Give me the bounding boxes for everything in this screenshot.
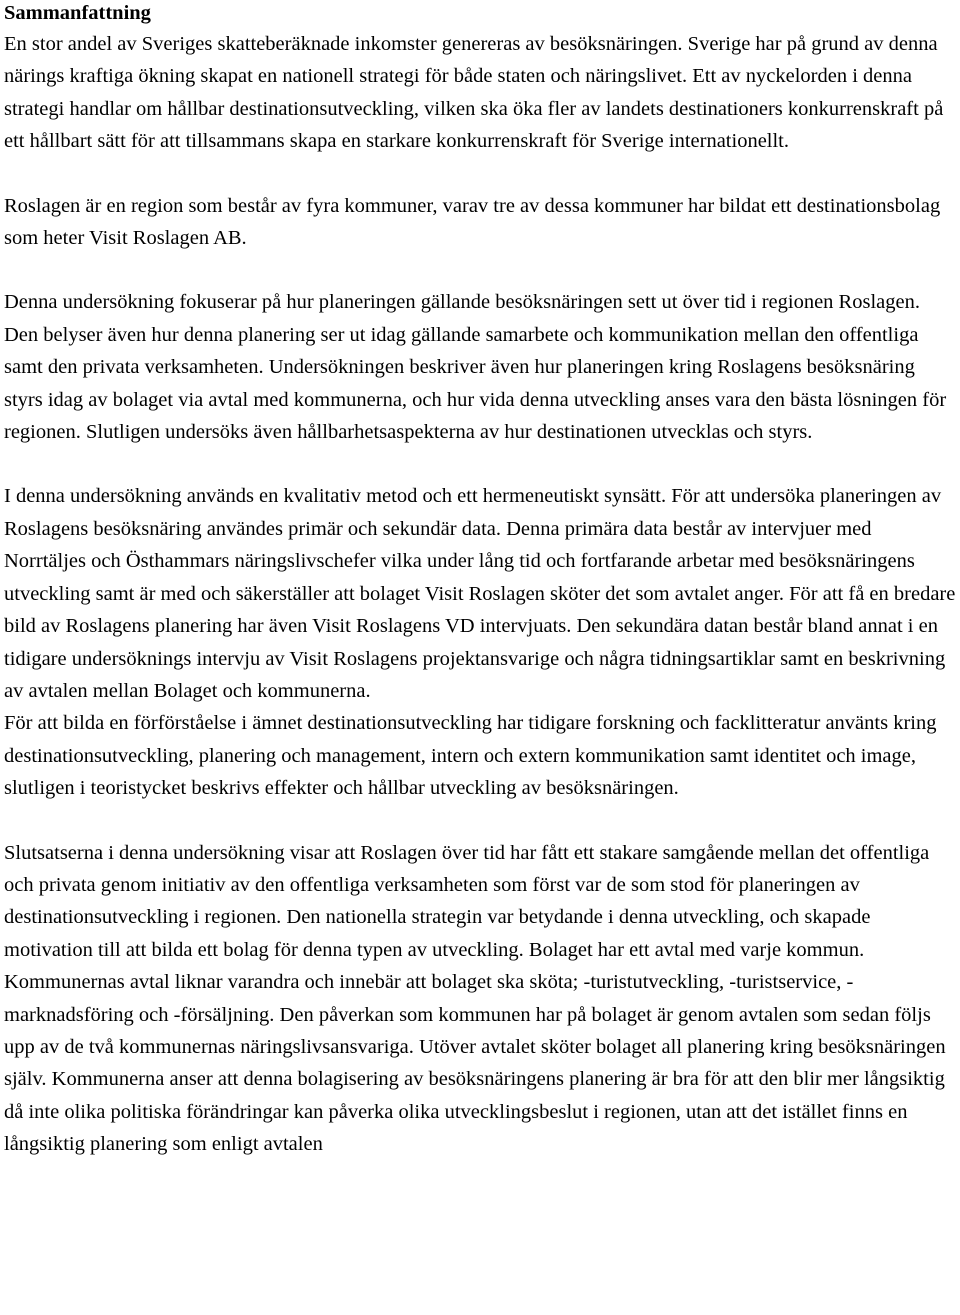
paragraph-focus: Denna undersökning fokuserar på hur planeringen gällande besöksnäringen sett ut över tid i regionen Roslagen. Den belyser även hur denna planering ser ut idag gällande samarbete och kommunikation mellan den offentliga samt den privata verksamheten. Undersökningen beskriver även hur planeringen kring Roslagens besöksnäring styrs idag av bolaget via avtal med kommunerna, och hur vida denna utveckling anses vara den bästa lösningen för regionen. Slutligen undersöks även hållbarhetsaspekterna av hur destinationen utvecklas och styrs. — [4, 291, 947, 444]
paragraph-roslagen: Roslagen är en region som består av fyra kommuner, varav tre av dessa kommuner har bildat ett destinationsbolag som heter Visit Roslagen AB. — [4, 194, 941, 250]
paragraph-method: I denna undersökning används en kvalitativ metod och ett hermeneutiskt synsätt. För att undersöka planeringen av Roslagens besöksnäring användes primär och sekundär data. Denna primära data består av intervjuer med Norrtäljes och Östhammars näringslivschefer vilka under lång tid och fortfarande arbetar med besöksnäringens utveckling samt är med och säkerställer att bolaget Visit Roslagen sköter det som avtalet anger. För att få en bredare bild av Roslagens planering har även Visit Roslagens VD intervjuats. Den sekundära datan består bland annat i en tidigare undersöknings intervju av Visit Roslagens projektansvarige och några tidningsartiklar samt en beskrivning av avtalen mellan Bolaget och kommunerna. — [4, 485, 956, 702]
paragraph-conclusions: Slutsatserna i denna undersökning visar att Roslagen över tid har fått ett stakare samgående mellan det offentliga och privata genom initiativ av den offentliga verksamheten som först var de som stod för planeringen av destinationsutveckling i regionen. Den nationella strategin var betydande i denna utveckling, och skapade motivation till att bilda ett bolag för denna typen av utveckling. Bolaget har ett avtal med varje kommun. Kommunernas avtal liknar varandra och innebär att bolaget ska sköta; -turistutveckling, -turistservice, -marknadsföring och -försäljning. Den påverkan som kommunen har på bolaget är genom avtalen som sedan följs upp av de två kommunernas näringslivsansvariga. Utöver avtalet sköter bolaget all planering kring besöksnäringen själv. Kommunerna anser att denna bolagisering av besöksnäringens planering är bra för att den blir mer långsiktig då inte olika politiska förändringar kan påverka olika utvecklingsbeslut i regionen, utan att det istället finns en långsiktig planering som enligt avtalen — [4, 841, 946, 1156]
paragraph-intro: En stor andel av Sveriges skatteberäknade inkomster genereras av besöksnäringen. Sverige har på grund av denna närings kraftiga ökning skapat en nationell strategi för både staten och näringslivet. Ett av nyckelorden i denna strategi handlar om hållbar destinationsutveckling, vilken ska öka fler av landets destinationers konkurrenskraft på ett hållbart sätt för att tillsammans skapa en starkare konkurrenskraft för Sverige internationellt. — [4, 33, 944, 153]
section-heading: Sammanfattning — [4, 2, 151, 24]
paragraph-theory: För att bilda en förförståelse i ämnet destinationsutveckling har tidigare forskning och facklitteratur använts kring destinationsutveckling, planering och management, intern och extern kommunikation samt identitet och image, slutligen i teoristycket beskrivs effekter och hållbar utveckling av besöksnäringen. — [4, 712, 937, 800]
